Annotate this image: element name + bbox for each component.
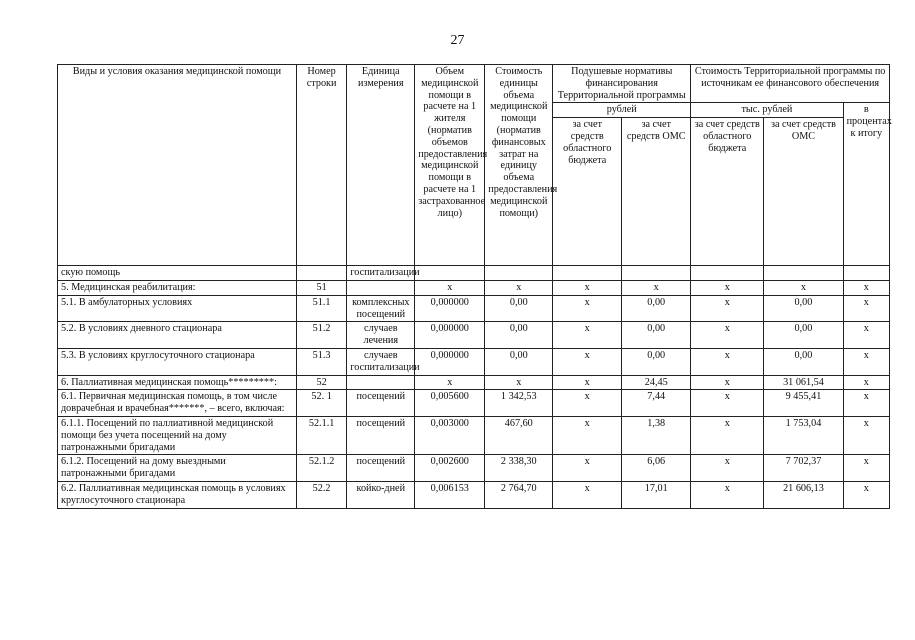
cell-percent bbox=[843, 266, 889, 281]
cell-tc-oms: x bbox=[764, 280, 843, 295]
cell-pc-oms: 1,38 bbox=[622, 416, 691, 454]
cell-pc-budget: x bbox=[553, 375, 622, 390]
cell-row-number: 52 bbox=[296, 375, 346, 390]
cell-tc-oms: 0,00 bbox=[764, 295, 843, 322]
cell-unit: случаев лечения bbox=[347, 322, 415, 349]
cell-name: 6.2. Паллиативная медицинская помощь в условиях круглосуточного стационара bbox=[58, 481, 297, 508]
cell-volume: 0,000000 bbox=[415, 322, 485, 349]
cell-pc-oms: 6,06 bbox=[622, 455, 691, 482]
cell-volume: 0,000000 bbox=[415, 295, 485, 322]
table-row bbox=[58, 390, 890, 417]
header-pc-oms: за счет средств ОМС bbox=[622, 118, 691, 266]
cell-unit: посещений bbox=[347, 455, 415, 482]
cell-name: 6.1. Первичная медицинская помощь, в том числе доврачебная и врачебная*******, – всего, включая: bbox=[58, 390, 297, 417]
cell-pc-oms: 0,00 bbox=[622, 295, 691, 322]
cell-volume bbox=[415, 266, 485, 281]
cell-pc-oms: 0,00 bbox=[622, 348, 691, 375]
cell-name: 5.3. В условиях круглосуточного стационара bbox=[58, 348, 297, 375]
cell-unit: койко-дней bbox=[347, 481, 415, 508]
cell-row-number: 52.2 bbox=[296, 481, 346, 508]
cell-volume: 0,002600 bbox=[415, 455, 485, 482]
cell-tc-budget: x bbox=[691, 322, 764, 349]
cell-cost: 2 338,30 bbox=[485, 455, 553, 482]
header-pc-regional-budget: за счет средств областного бюджета bbox=[553, 118, 622, 266]
cell-tc-oms: 1 753,04 bbox=[764, 416, 843, 454]
cell-cost: x bbox=[485, 375, 553, 390]
cell-row-number: 52.1.2 bbox=[296, 455, 346, 482]
cell-unit: случаев госпитализации bbox=[347, 348, 415, 375]
cell-percent: x bbox=[843, 390, 889, 417]
cell-name: скую помощь bbox=[58, 266, 297, 281]
cell-unit: посещений bbox=[347, 390, 415, 417]
header-per-capita: Подушевые нормативы финансирования Территориальной программы bbox=[553, 65, 691, 103]
cell-pc-budget: x bbox=[553, 390, 622, 417]
cell-tc-budget: x bbox=[691, 348, 764, 375]
cell-pc-oms: x bbox=[622, 280, 691, 295]
cell-tc-oms: 0,00 bbox=[764, 322, 843, 349]
cell-pc-oms: 24,45 bbox=[622, 375, 691, 390]
cell-percent: x bbox=[843, 322, 889, 349]
financing-table bbox=[57, 64, 890, 509]
cell-pc-budget: x bbox=[553, 481, 622, 508]
header-volume: Объем медицинской помощи в расчете на 1 жителя (норматив объемов предоставления медицинской помощи в расчете на 1 застрахованное лицо) bbox=[415, 65, 485, 266]
table-row bbox=[58, 481, 890, 508]
cell-tc-budget: x bbox=[691, 390, 764, 417]
table-row bbox=[58, 322, 890, 349]
cell-unit: госпитализации bbox=[347, 266, 415, 281]
cell-tc-oms: 9 455,41 bbox=[764, 390, 843, 417]
table-row bbox=[58, 295, 890, 322]
cell-pc-budget: x bbox=[553, 295, 622, 322]
cell-name: 6.1.2. Посещений на дому выездными патронажными бригадами bbox=[58, 455, 297, 482]
cell-pc-budget bbox=[553, 266, 622, 281]
cell-pc-budget: x bbox=[553, 322, 622, 349]
cell-volume: 0,005600 bbox=[415, 390, 485, 417]
cell-unit: посещений bbox=[347, 416, 415, 454]
cell-tc-budget: x bbox=[691, 416, 764, 454]
cell-unit: комплексных посещений bbox=[347, 295, 415, 322]
cell-volume: 0,000000 bbox=[415, 348, 485, 375]
cell-pc-budget: x bbox=[553, 280, 622, 295]
cell-unit bbox=[347, 375, 415, 390]
cell-name: 5. Медицинская реабилитация: bbox=[58, 280, 297, 295]
cell-row-number: 51 bbox=[296, 280, 346, 295]
cell-percent: x bbox=[843, 295, 889, 322]
cell-tc-oms: 31 061,54 bbox=[764, 375, 843, 390]
cell-tc-budget: x bbox=[691, 280, 764, 295]
header-type: Виды и условия оказания медицинской помощи bbox=[58, 65, 297, 266]
cell-cost: 0,00 bbox=[485, 348, 553, 375]
table-row bbox=[58, 348, 890, 375]
cell-name: 5.2. В условиях дневного стационара bbox=[58, 322, 297, 349]
cell-tc-budget: x bbox=[691, 295, 764, 322]
cell-cost: 467,60 bbox=[485, 416, 553, 454]
cell-percent: x bbox=[843, 280, 889, 295]
cell-cost: 2 764,70 bbox=[485, 481, 553, 508]
table-row bbox=[58, 266, 890, 281]
cell-row-number: 52.1.1 bbox=[296, 416, 346, 454]
cell-percent: x bbox=[843, 455, 889, 482]
cell-pc-budget: x bbox=[553, 348, 622, 375]
cell-cost: 0,00 bbox=[485, 295, 553, 322]
cell-tc-oms: 0,00 bbox=[764, 348, 843, 375]
header-thousand-rubles: тыс. рублей bbox=[691, 103, 843, 118]
header-row-1 bbox=[58, 65, 890, 103]
cell-pc-budget: x bbox=[553, 455, 622, 482]
cell-row-number: 51.2 bbox=[296, 322, 346, 349]
table-row bbox=[58, 455, 890, 482]
header-unit-cost: Стоимость единицы объема медицинской помощи (норматив финансовых затрат на единицу объема предоставления медицинской помощи) bbox=[485, 65, 553, 266]
cell-unit bbox=[347, 280, 415, 295]
header-row-number: Номер строки bbox=[296, 65, 346, 266]
cell-tc-oms: 21 606,13 bbox=[764, 481, 843, 508]
header-unit: Единица измерения bbox=[347, 65, 415, 266]
header-tc-oms: за счет средств ОМС bbox=[764, 118, 843, 266]
cell-cost bbox=[485, 266, 553, 281]
cell-row-number: 51.3 bbox=[296, 348, 346, 375]
cell-cost: 0,00 bbox=[485, 322, 553, 349]
cell-pc-oms: 0,00 bbox=[622, 322, 691, 349]
cell-row-number: 52. 1 bbox=[296, 390, 346, 417]
cell-volume: 0,003000 bbox=[415, 416, 485, 454]
header-percent: в процентах к итогу bbox=[843, 103, 889, 266]
cell-name: 6.1.1. Посещений по паллиативной медицинской помощи без учета посещений на дому патронажными бригадами bbox=[58, 416, 297, 454]
cell-tc-budget: x bbox=[691, 375, 764, 390]
page-number: 27 bbox=[450, 33, 465, 48]
cell-volume: 0,006153 bbox=[415, 481, 485, 508]
cell-name: 6. Паллиативная медицинская помощь*********: bbox=[58, 375, 297, 390]
cell-percent: x bbox=[843, 375, 889, 390]
cell-tc-oms bbox=[764, 266, 843, 281]
table-row bbox=[58, 375, 890, 390]
header-rubles: рублей bbox=[553, 103, 691, 118]
table-row bbox=[58, 280, 890, 295]
cell-cost: x bbox=[485, 280, 553, 295]
cell-percent: x bbox=[843, 416, 889, 454]
header-total-cost: Стоимость Территориальной программы по источникам ее финансового обеспечения bbox=[691, 65, 890, 103]
cell-pc-oms bbox=[622, 266, 691, 281]
table-row bbox=[58, 416, 890, 454]
cell-cost: 1 342,53 bbox=[485, 390, 553, 417]
cell-pc-oms: 17,01 bbox=[622, 481, 691, 508]
cell-volume: x bbox=[415, 375, 485, 390]
cell-row-number bbox=[296, 266, 346, 281]
cell-tc-budget bbox=[691, 266, 764, 281]
header-tc-regional-budget: за счет средств областного бюджета bbox=[691, 118, 764, 266]
cell-tc-budget: x bbox=[691, 455, 764, 482]
cell-row-number: 51.1 bbox=[296, 295, 346, 322]
cell-pc-budget: x bbox=[553, 416, 622, 454]
cell-tc-budget: x bbox=[691, 481, 764, 508]
cell-percent: x bbox=[843, 348, 889, 375]
cell-percent: x bbox=[843, 481, 889, 508]
cell-volume: x bbox=[415, 280, 485, 295]
cell-pc-oms: 7,44 bbox=[622, 390, 691, 417]
cell-name: 5.1. В амбулаторных условиях bbox=[58, 295, 297, 322]
cell-tc-oms: 7 702,37 bbox=[764, 455, 843, 482]
